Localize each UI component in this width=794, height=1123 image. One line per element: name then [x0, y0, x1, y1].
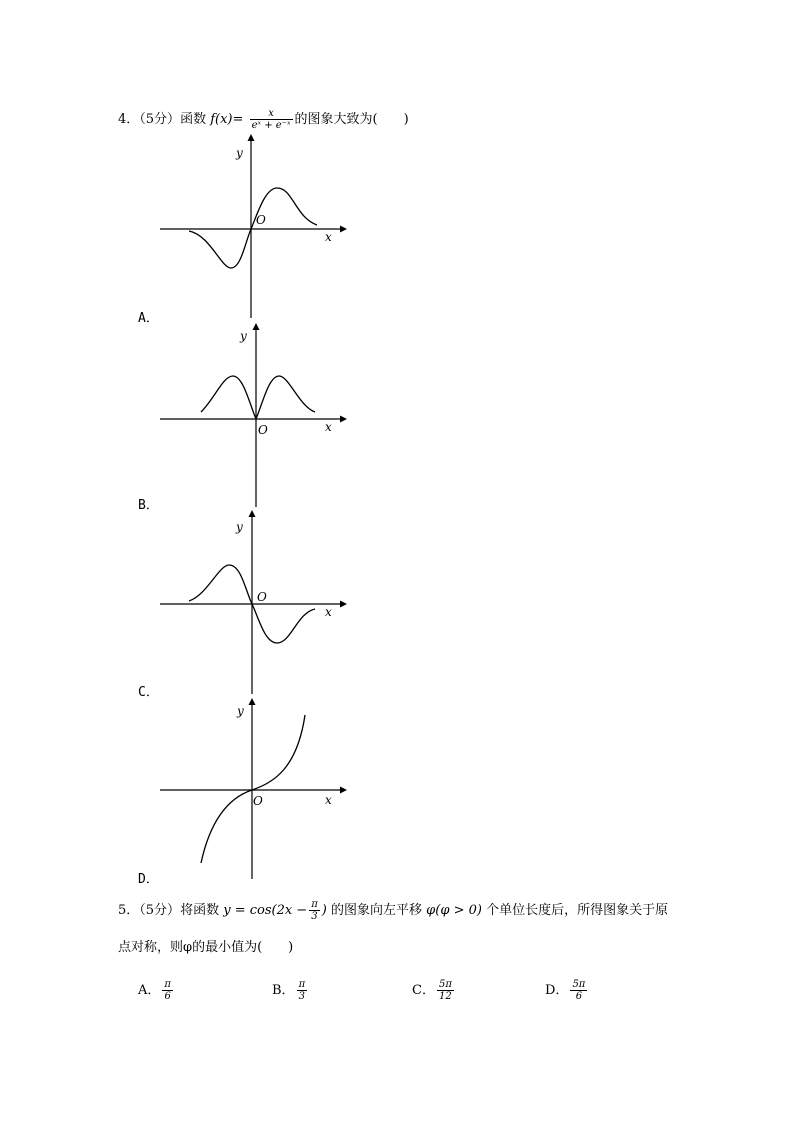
q5-pi-fraction	[309, 899, 320, 922]
graph-c	[155, 509, 355, 699]
graph-d-x-arrow	[340, 787, 347, 794]
q5-option-d-num: 5π	[572, 979, 586, 990]
graph-a-y-label: y	[236, 146, 243, 160]
q4-score: （5分）	[139, 112, 181, 127]
graph-a-x-label: x	[325, 230, 332, 244]
graph-d-x-label: x	[325, 793, 332, 807]
q5-pi-num: π	[311, 899, 318, 910]
graph-c-y-label: y	[236, 520, 243, 534]
q5-mid: 的图象向左平移	[331, 903, 423, 918]
q5-option-a[interactable]	[138, 979, 175, 1002]
q5-option-c-den: 12	[439, 991, 452, 1002]
q4-fx: f(x)	[210, 112, 233, 127]
q5-stem-line1	[118, 899, 668, 922]
graph-b-origin-label: O	[258, 423, 268, 437]
q4-option-a[interactable]: A．	[138, 311, 159, 326]
q4-lead: 函数	[180, 112, 207, 127]
q5-pi-den: 3	[311, 911, 318, 922]
q5-option-a-num: π	[164, 979, 171, 990]
graph-a	[155, 133, 355, 323]
q5-option-d-den: 6	[575, 991, 583, 1002]
graph-a-curve	[189, 188, 317, 268]
q4-option-c[interactable]: C．	[138, 685, 159, 700]
q4-fraction-numerator: x	[250, 108, 293, 120]
q4-fraction-denominator: eˣ + e⁻ˣ	[251, 120, 291, 131]
q5-number: 5．	[118, 903, 140, 918]
q5-option-c-fraction	[437, 979, 454, 1002]
graph-b-x-arrow	[340, 416, 347, 423]
q5-stem-line2: 点对称，则φ的最小值为( )	[118, 940, 294, 955]
q5-option-b-label: B．	[272, 983, 295, 998]
q5-option-b[interactable]	[272, 979, 309, 1002]
graph-a-y-arrow	[248, 134, 255, 141]
q4-tail: 的图象大致为( )	[294, 112, 409, 127]
q5-option-c-num: 5π	[438, 979, 452, 990]
graph-c-origin-label: O	[257, 590, 267, 604]
graph-c-x-arrow	[340, 601, 347, 608]
graph-d-y-arrow	[249, 698, 256, 705]
graph-b	[155, 322, 355, 512]
q4-option-b[interactable]: B．	[138, 498, 159, 513]
q5-option-a-den: 6	[164, 991, 171, 1002]
q5-option-b-num: π	[298, 979, 306, 990]
q4-number: 4．	[118, 112, 140, 127]
q4-fraction	[250, 108, 293, 131]
q5-option-a-label: A．	[138, 983, 161, 998]
graph-b-y-arrow	[253, 323, 260, 330]
q5-lead: 将函数	[180, 903, 220, 918]
q5-option-d-label: D．	[545, 983, 569, 998]
graph-c-y-arrow	[249, 510, 256, 517]
q5-option-a-fraction	[162, 979, 173, 1002]
q4-stem	[118, 108, 409, 131]
graph-b-curve	[201, 376, 315, 419]
graph-c-x-label: x	[325, 605, 332, 619]
graph-d	[155, 697, 355, 887]
graph-d-curve	[201, 715, 305, 863]
q5-option-d-fraction	[570, 979, 587, 1002]
q5-option-c-label: C．	[412, 983, 435, 998]
q5-score: （5分）	[139, 903, 181, 918]
graph-b-x-label: x	[325, 420, 332, 434]
graph-a-origin-label: O	[256, 213, 266, 227]
q5-tail: 个单位长度后，所得图象关于原	[486, 903, 669, 918]
q4-eq: =	[232, 112, 244, 127]
graph-d-origin-label: O	[253, 794, 263, 808]
graph-b-y-label: y	[240, 329, 247, 343]
q5-option-b-den: 3	[298, 991, 306, 1002]
q5-expr-post: )	[321, 903, 327, 918]
q5-option-b-fraction	[297, 979, 308, 1002]
q5-option-c[interactable]	[412, 979, 456, 1002]
graph-d-y-label: y	[237, 704, 244, 718]
q5-expr-pre: y = cos(2x −	[223, 903, 308, 918]
q5-option-d[interactable]	[545, 979, 589, 1002]
q5-phi: φ(φ > 0)	[426, 903, 482, 918]
q4-option-d[interactable]: D．	[138, 872, 159, 887]
graph-a-x-arrow	[340, 226, 347, 233]
